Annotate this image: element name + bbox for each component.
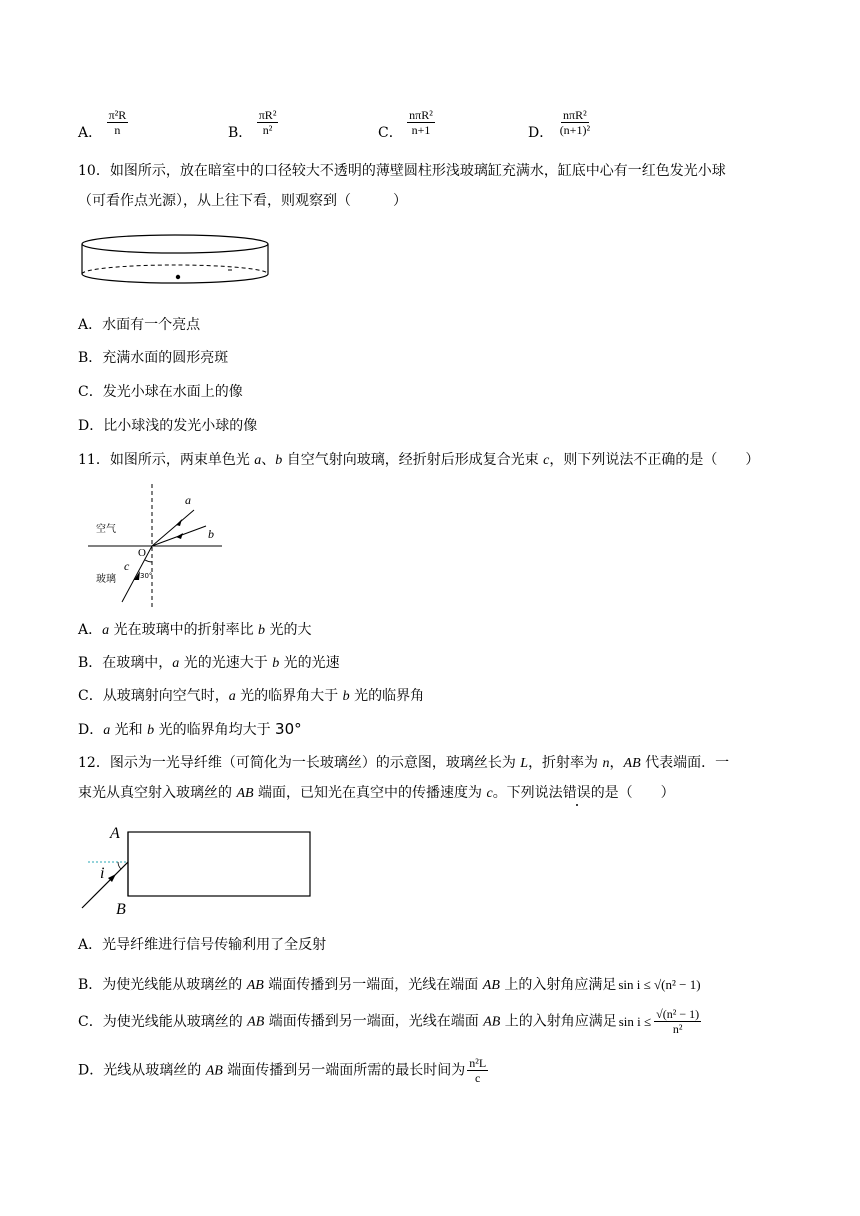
denominator: c (475, 1071, 481, 1085)
optical-fiber-figure (78, 822, 318, 920)
q10-stem-line2: （可看作点光源），从上往下看，则观察到（ ） (78, 193, 407, 209)
var: a (254, 453, 262, 468)
q10-option-a: A．水面有一个亮点 (78, 317, 201, 333)
text: D．光线从玻璃丝的 (78, 1062, 206, 1079)
tank-bottom-front (82, 274, 268, 283)
text: 11．如图所示，两束单色光 (78, 452, 255, 468)
var: b (342, 689, 350, 704)
ray-b-arrow (176, 533, 183, 539)
tank-bottom-back (82, 265, 268, 274)
q12-option-b (78, 976, 701, 995)
glass-label: 玻璃 (96, 574, 116, 585)
var: AB (236, 786, 254, 801)
text: 12．图示为一光导纤维（可简化为一长玻璃丝）的示意图，玻璃丝长为 (78, 755, 521, 771)
refraction-figure (88, 484, 228, 608)
text: 。下列说法 (492, 785, 563, 801)
ray-b-label: b (208, 527, 214, 541)
numerator: √(n² − 1) (656, 1007, 700, 1021)
var: AB (205, 1063, 223, 1079)
var: a (172, 656, 180, 671)
angle-arc (145, 560, 152, 562)
fiber-rect (128, 832, 310, 896)
fraction (654, 1007, 701, 1036)
numerator: n²L (469, 1056, 487, 1070)
var: b (275, 453, 283, 468)
q9-option-b (228, 108, 278, 141)
fraction (257, 108, 279, 137)
q11-option-b (78, 654, 340, 673)
option-label: B． (228, 124, 253, 141)
text: 上的入射角应满足 (499, 977, 617, 993)
text: C．为使光线能从玻璃丝的 (78, 1013, 248, 1030)
q12-option-a: A．光导纤维进行信号传输利用了全反射 (78, 937, 327, 953)
ray-a-label: a (185, 493, 191, 507)
denominator: n (114, 123, 121, 137)
text: 束光从真空射入玻璃丝的 (78, 785, 237, 801)
angle-value: 30° (275, 720, 302, 738)
text: 光的临界角 (349, 688, 425, 704)
option-label: D． (528, 124, 554, 141)
var: c (543, 453, 550, 468)
q12-stem-line1 (78, 754, 729, 773)
ray-c-label: c (124, 559, 130, 573)
label-b: B (116, 901, 126, 918)
var: a (103, 723, 111, 738)
var: a (102, 623, 110, 638)
text: 端面传播到另一端面，光线在端面 (263, 977, 483, 993)
text: 光的临界角均大于 (154, 722, 276, 738)
text: B．为使光线能从玻璃丝的 (78, 977, 247, 993)
fraction (107, 108, 129, 137)
var: c (486, 786, 493, 801)
q10-option-d: D．比小球浅的发光小球的像 (78, 418, 258, 434)
q10-option-b: B．充满水面的圆形亮斑 (78, 350, 229, 366)
text: ， (609, 755, 624, 771)
tank-rim (82, 235, 268, 253)
q11-stem (78, 451, 759, 470)
point-o-label: O (138, 547, 146, 559)
var: L (520, 756, 529, 771)
text: 的是（ ） (590, 785, 675, 801)
q10-option-c: C．发光小球在水面上的像 (78, 384, 243, 400)
text: 光的大 (265, 622, 312, 638)
var: n (602, 756, 610, 771)
q9-option-c (378, 108, 435, 141)
q9-option-a (78, 108, 128, 141)
q12-option-d (78, 1056, 488, 1085)
numerator: nπR² (563, 108, 587, 122)
ray-a (152, 510, 194, 546)
text: D． (78, 722, 104, 738)
fraction (407, 108, 435, 137)
q12-stem-line2 (78, 784, 675, 803)
light-ball (176, 275, 180, 279)
fraction (467, 1056, 488, 1085)
numerator: nπR² (409, 108, 433, 122)
denominator: n² (262, 123, 273, 137)
denominator: n² (672, 1022, 683, 1036)
var: AB (623, 756, 641, 771)
text: 光的光速 (279, 655, 340, 671)
text: 光的光速大于 (179, 655, 273, 671)
text: A． (78, 622, 103, 638)
text: 上的入射角应满足 (500, 1013, 617, 1030)
label-i: i (100, 865, 105, 882)
label-a: A (110, 825, 120, 842)
denominator: (n+1)² (559, 123, 591, 137)
option-label: C． (378, 124, 403, 141)
text: 光在玻璃中的折射率比 (109, 622, 259, 638)
air-label: 空气 (96, 524, 116, 535)
q10-stem-line1: 10．如图所示，放在暗室中的口径较大不透明的薄壁圆柱形浅玻璃缸充满水，缸底中心有一红色发光小球 (78, 163, 726, 179)
q11-option-c (78, 687, 424, 706)
angle-label: 30° (140, 572, 153, 580)
text: 端面，已知光在真空中的传播速度为 (253, 785, 487, 801)
q11-option-d (78, 720, 302, 740)
text: 端面传播到另一端面，光线在端面 (264, 1013, 484, 1030)
numerator: πR² (258, 108, 277, 122)
text: 端面传播到另一端面所需的最长时间为 (222, 1062, 466, 1079)
angle-arc (118, 862, 121, 869)
q12-option-c (78, 1007, 701, 1036)
text: 代表端面．一 (640, 755, 730, 771)
var: AB (247, 1014, 265, 1030)
var: AB (483, 1014, 501, 1030)
text: 自空气射向玻璃，经折射后形成复合光束 (282, 452, 544, 468)
q9-option-d (528, 108, 592, 141)
fraction (558, 108, 592, 137)
ray-a-arrow (176, 519, 182, 526)
inequality: sin i ≤ √(n² − 1) (618, 977, 701, 992)
text: 光和 (110, 722, 148, 738)
var: b (147, 723, 155, 738)
numerator: π²R (108, 108, 127, 122)
inequality-lhs: sin i ≤ (618, 1013, 652, 1029)
emphasis-text: 错误 (562, 785, 591, 801)
var: a (228, 689, 236, 704)
option-label: A． (78, 124, 103, 141)
text: ，则下列说法不正确的是（ ） (549, 452, 760, 468)
text: C．从玻璃射向空气时， (78, 688, 229, 704)
text: B．在玻璃中， (78, 655, 173, 671)
text: 光的临界角大于 (235, 688, 343, 704)
var: AB (246, 978, 264, 993)
var: b (272, 656, 280, 671)
var: b (258, 623, 266, 638)
text: ，折射率为 (528, 755, 603, 771)
text: 、 (261, 452, 276, 468)
var: AB (482, 978, 500, 993)
glass-tank-figure (80, 232, 270, 294)
denominator: n+1 (411, 123, 431, 137)
q11-option-a (78, 621, 311, 640)
